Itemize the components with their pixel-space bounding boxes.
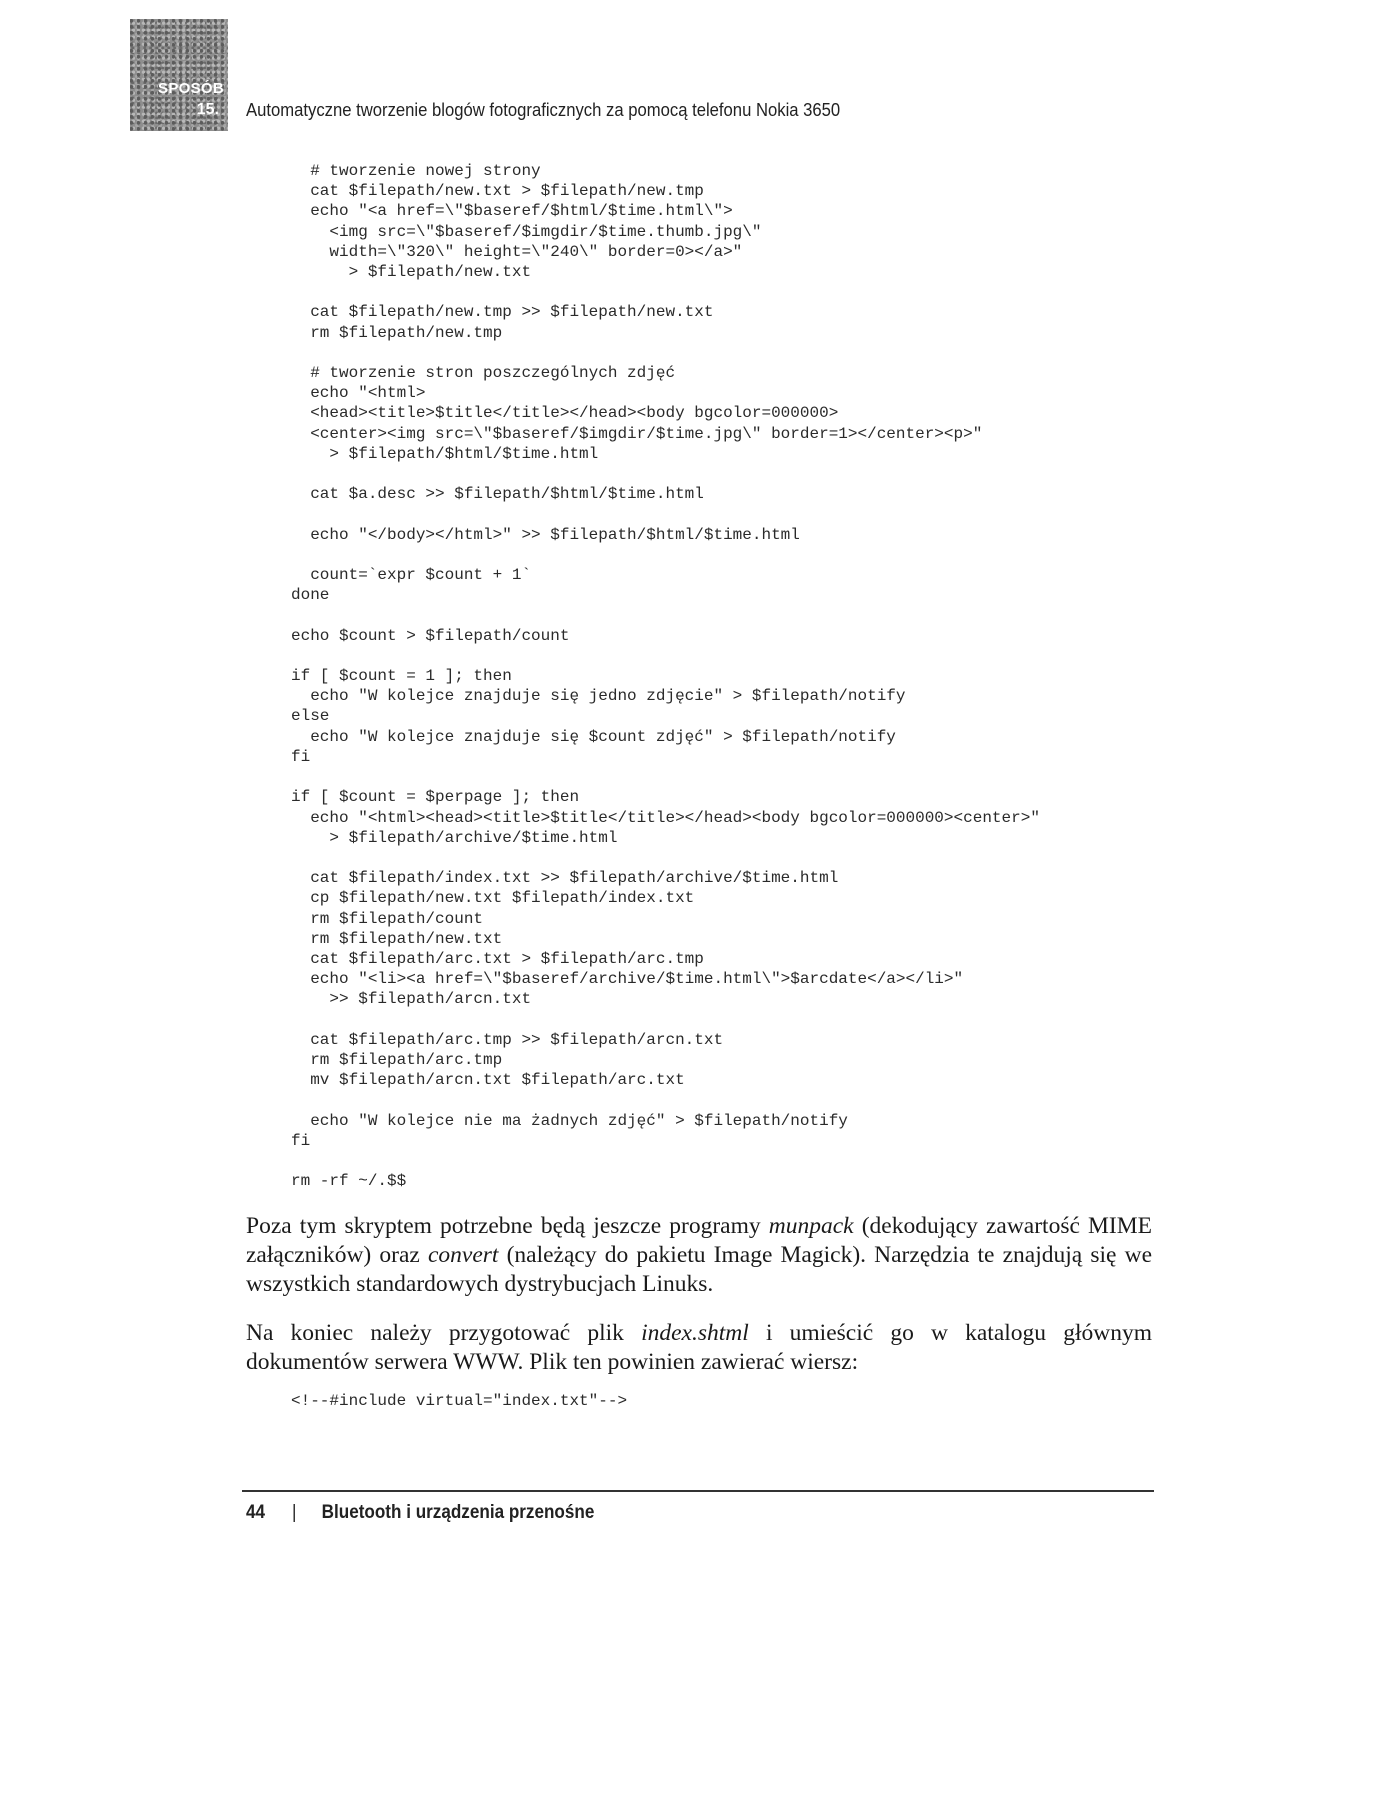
paragraph-text: (należący do pakietu Image Magick). Narzędzia te znajdują się we wszystkich standardowych dystrybucjach Linuks. — [246, 1242, 1153, 1297]
footer-separator: | — [292, 1502, 297, 1523]
paragraph-text: (dekodujący zawartość MIME załączników) oraz — [246, 1213, 1152, 1268]
badge-number: 15. — [196, 101, 219, 118]
code-block-include: <!--#include virtual="index.txt"--> — [291, 1392, 628, 1410]
page-number: 44 — [246, 1502, 266, 1523]
badge-title: SPOSÓB — [158, 80, 224, 97]
running-title: Automatyczne tworzenie blogów fotograficznych za pomocą telefonu Nokia 3650 — [246, 99, 841, 120]
section-title: Bluetooth i urządzenia przenośne — [321, 1502, 595, 1523]
page-footer — [246, 1502, 594, 1524]
code-block-script: # tworzenie nowej strony cat $filepath/new.txt > $filepath/new.tmp echo "<a href=\"$baseref/$html/$time.html\"> <img src=\"$baseref/$imgdir/$time.thumb.jpg\" width=\"320\" height=\"240\" border=0></a>" > $filepath/new.txt cat $filepath/new.tmp >> $filepath/new.txt rm $filepath/new.tmp # tworzenie stron poszczególnych zdjęć echo "<html> <head><title>$title</title></head><body bgcolor=000000> <center><img src=\"$baseref/$imgdir/$time.jpg\" border=1></center><p>" > $filepath/$html/$time.html cat $a.desc >> $filepath/$html/$time.html echo "</body></html>" >> $filepath/$html/$time.html count=`expr $count + 1` done echo $count > $filepath/count if [ $count = 1 ]; then echo "W kolejce znajduje się jedno zdjęcie" > $filepath/notify else echo "W kolejce znajduje się $count zdjęć" > $filepath/notify fi if [ $count = $perpage ]; then echo "<html><head><title>$title</title></head><body bgcolor=000000><center>" > $filepath/archive/$time.html cat $filepath/index.txt >> $filepath/archive/$time.html cp $filepath/new.txt $filepath/index.txt rm $filepath/count rm $filepath/new.txt cat $filepath/arc.txt > $filepath/arc.tmp echo "<li><a href=\"$baseref/archive/$time.html\">$arcdate</a></li>" >> $filepath/arcn.txt cat $filepath/arc.tmp >> $filepath/arcn.txt rm $filepath/arc.tmp mv $filepath/arcn.txt $filepath/arc.txt echo "W kolejce nie ma żadnych zdjęć" > $filepath/notify fi rm -rf ~/.$$ — [291, 162, 1040, 1191]
program-name-munpack: munpack — [768, 1213, 854, 1239]
chapter-badge — [130, 19, 228, 131]
paragraph-text: Poza tym skryptem potrzebne będą jeszcze programy — [246, 1213, 769, 1239]
paragraph-index-file — [246, 1319, 1152, 1377]
paragraph-text: Na koniec należy przygotować plik — [246, 1320, 642, 1346]
file-name-index-shtml: index.shtml — [641, 1320, 749, 1346]
program-name-convert: convert — [427, 1242, 499, 1268]
paragraph-text: i umieścić go w katalogu głównym dokumentów serwera WWW. Plik ten powinien zawierać wiersz: — [246, 1320, 1152, 1375]
paragraph-tools — [246, 1212, 1152, 1299]
footer-divider — [242, 1490, 1154, 1492]
